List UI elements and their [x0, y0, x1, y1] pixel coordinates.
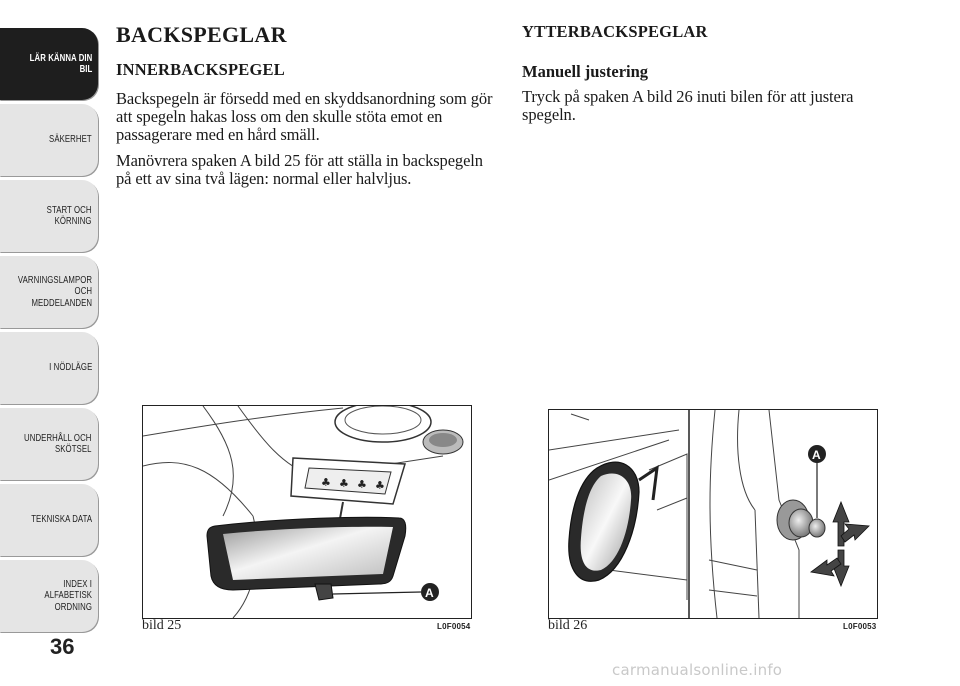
tab-label: TEKNISKA DATA	[31, 514, 92, 526]
exterior-mirror-illustration	[549, 410, 877, 618]
figure-caption: bild 25	[142, 618, 182, 633]
tab-underhall-och-skotsel[interactable]	[0, 408, 98, 480]
tab-tekniska-data[interactable]	[0, 484, 98, 556]
figure-code: L0F0053	[843, 622, 877, 631]
tab-label: VARNINGSLAMPOR OCH MEDDELANDEN	[17, 274, 92, 309]
tab-label: START OCH KÖRNING	[47, 204, 92, 227]
svg-text:♣: ♣	[357, 478, 367, 491]
svg-text:♣: ♣	[339, 477, 349, 490]
paragraph: Tryck på spaken A bild 26 inuti bilen för att justera spegeln.	[522, 87, 854, 124]
tab-sakerhet[interactable]	[0, 104, 98, 176]
figure-caption: bild 26	[548, 618, 588, 633]
tab-index[interactable]	[0, 560, 98, 632]
tab-label: SÄKERHET	[49, 134, 92, 146]
figure-exterior-mirror	[548, 409, 878, 619]
tab-label: I NÖDLÄGE	[48, 362, 92, 374]
watermark: carmanualsonline.info	[612, 661, 783, 679]
interior-mirror-illustration	[143, 406, 471, 618]
paragraph: Manövrera spaken A bild 25 för att ställa in backspegeln på ett av sina två lägen: normal eller halvljus.	[116, 151, 483, 188]
tab-start-och-korning[interactable]	[0, 180, 98, 252]
page-number: 36	[50, 634, 75, 659]
left-column	[116, 20, 496, 196]
figure-code: L0F0054	[437, 622, 471, 631]
tab-lar-kanna-din-bil[interactable]	[0, 28, 98, 100]
tab-label: UNDERHÅLL OCH SKÖTSEL	[24, 432, 92, 455]
tab-i-nodlage[interactable]	[0, 332, 98, 404]
svg-text:♣: ♣	[321, 476, 331, 489]
section-subtitle: Manuell justering	[522, 62, 649, 81]
svg-text:♣: ♣	[375, 479, 385, 492]
section-title: YTTERBACKSPEGLAR	[522, 22, 708, 41]
right-column	[522, 20, 902, 132]
paragraph: Backspegeln är försedd med en skyddsanordning som gör att spegeln hakas loss om den skulle stöta emot en passagerare med en hård smäll.	[116, 89, 493, 144]
marker-a: A	[812, 448, 821, 462]
tab-label: INDEX I ALFABETISK ORDNING	[44, 578, 92, 613]
tab-label: LÄR KÄNNA DIN BIL	[29, 52, 92, 75]
section-subtitle: INNERBACKSPEGEL	[116, 60, 285, 79]
section-title: BACKSPEGLAR	[116, 22, 287, 47]
figure-interior-mirror	[142, 405, 472, 619]
tab-varningslampor[interactable]	[0, 256, 98, 328]
marker-a: A	[425, 586, 434, 600]
